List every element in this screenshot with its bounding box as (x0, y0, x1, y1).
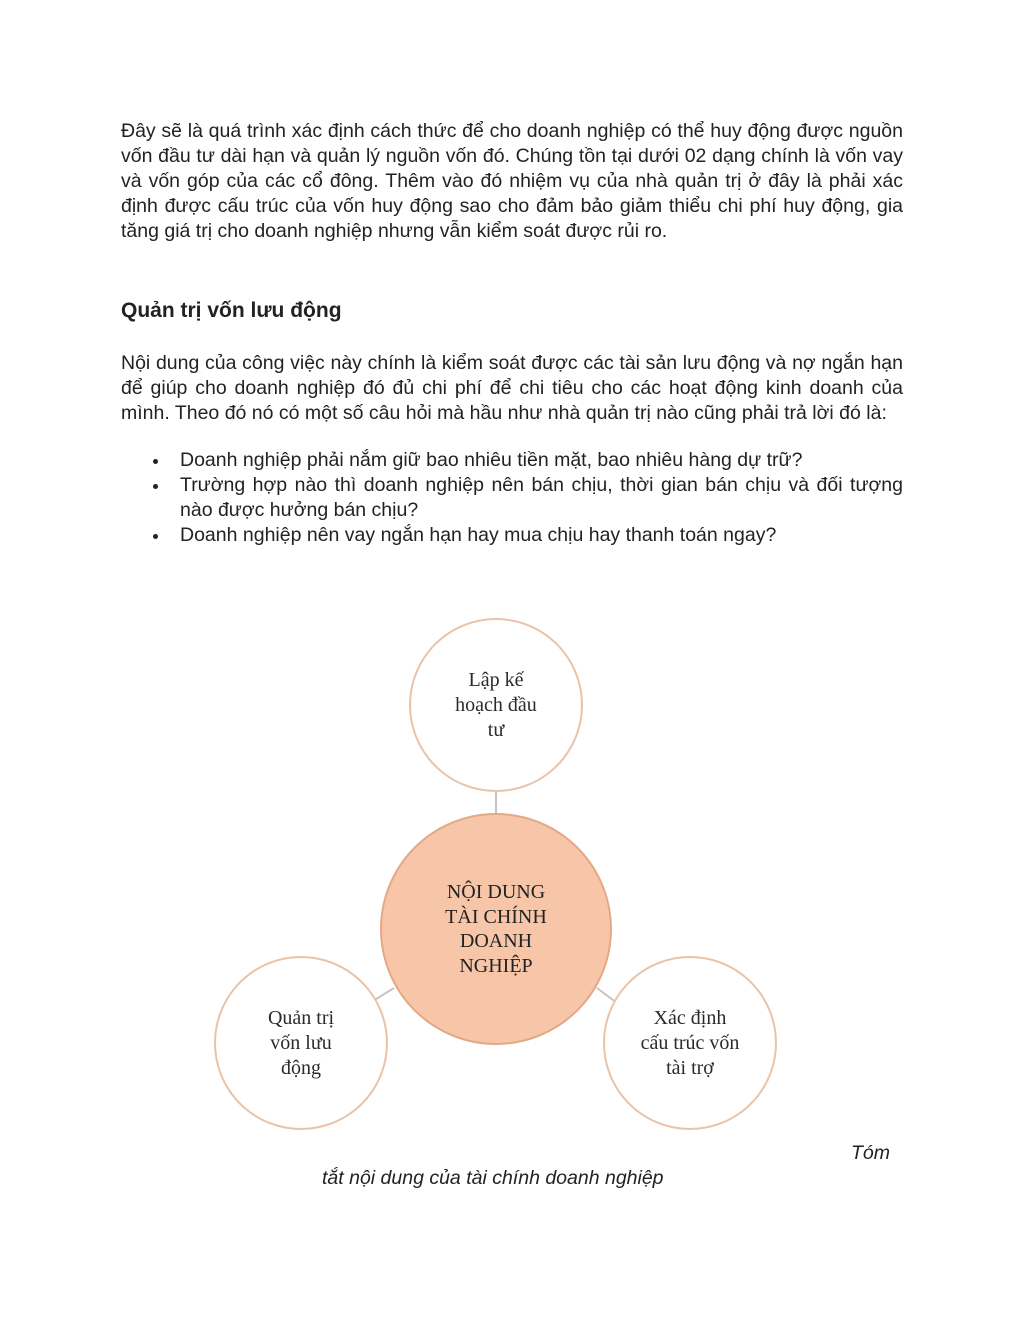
paragraph-capital-raising: Đây sẽ là quá trình xác định cách thức để cho doanh nghiệp có thể huy động được nguồn vốn đầu tư dài hạn và quản lý nguồn vốn đó. Chúng tồn tại dưới 02 dạng chính là vốn vay và vốn góp của các cổ đông. Thêm vào đó nhiệm vụ của nhà quản trị ở đây là phải xác định được cấu trúc của vốn huy động sao cho đảm bảo giảm thiểu chi phí huy động, gia tăng giá trị cho doanh nghiệp nhưng vẫn kiểm soát được rủi ro. (121, 120, 903, 242)
figure-caption-line-1: Tóm (851, 1142, 890, 1164)
bullet-icon (153, 459, 158, 464)
list-item: Trường hợp nào thì doanh nghiệp nên bán chịu, thời gian bán chịu và đối tượng nào được hưởng bán chịu? (121, 473, 903, 523)
finance-content-diagram (213, 615, 780, 1135)
bullet-icon (153, 534, 158, 539)
document-body (121, 119, 903, 548)
node-top-label: Lập kế hoạch đầu tư (455, 668, 537, 741)
list-item: Doanh nghiệp phải nắm giữ bao nhiêu tiền mặt, bao nhiêu hàng dự trữ? (121, 448, 903, 473)
node-center-label: NỘI DUNG TÀI CHÍNH DOANH NGHIỆP (445, 881, 547, 977)
list-item: Doanh nghiệp nên vay ngắn hạn hay mua chịu hay thanh toán ngay? (121, 523, 903, 548)
node-right-label: Xác định cấu trúc vốn tài trợ (640, 1006, 740, 1079)
question-list (121, 448, 903, 548)
figure-caption-line-2: tắt nội dung của tài chính doanh nghiệp (322, 1167, 664, 1189)
section-heading: Quản trị vốn lưu động (121, 299, 342, 322)
node-left-label: Quản trị vốn lưu động (267, 1006, 335, 1079)
paragraph-working-capital: Nội dung của công việc này chính là kiểm soát được các tài sản lưu động và nợ ngắn hạn để giúp cho doanh nghiệp đó đủ chi phí để chi tiêu cho các hoạt động kinh doanh của mình. Theo đó nó có một số câu hỏi mà hầu như nhà quản trị nào cũng phải trả lời đó là: (121, 352, 903, 424)
bullet-icon (153, 484, 158, 489)
